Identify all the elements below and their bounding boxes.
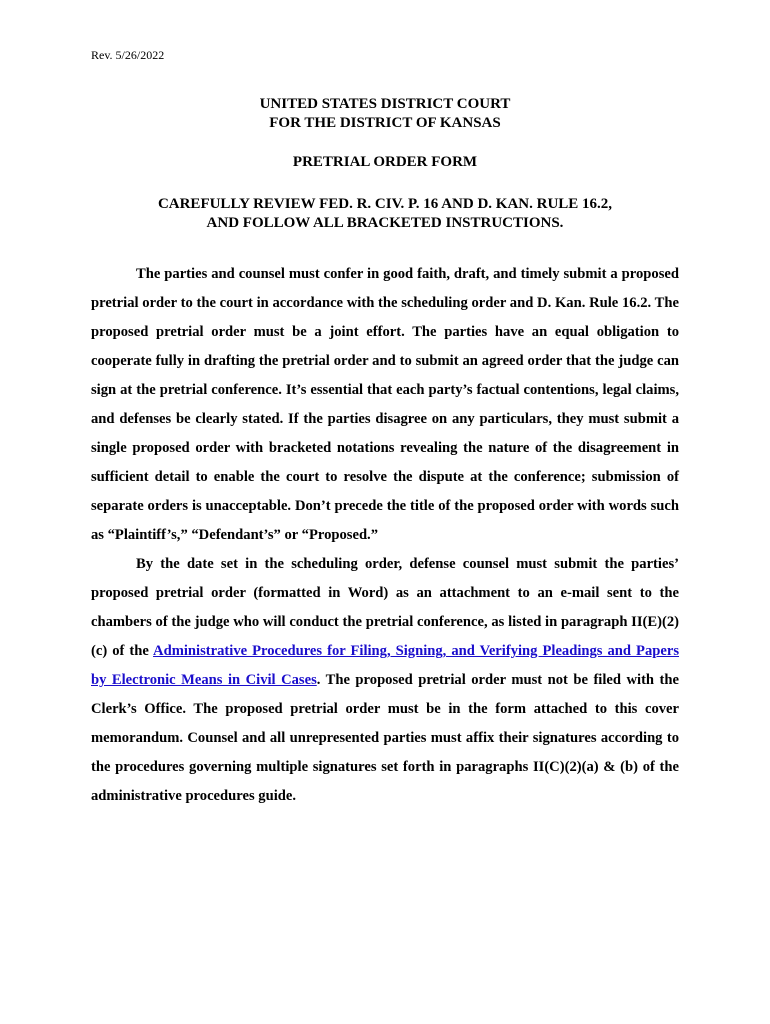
court-heading [0,95,770,133]
court-name: UNITED STATES DISTRICT COURT [259,96,511,112]
review-line-2: AND FOLLOW ALL BRACKETED INSTRUCTIONS. [206,215,564,231]
form-title: PRETRIAL ORDER FORM [292,154,478,170]
paragraph-submission-rest: . The proposed pretrial order must not be filed with the Clerk’s Office. The proposed pretrial order must be in the form attached to this cover memorandum. Counsel and all unrepresented parties must affix their signatures according to the procedures governing multiple signatures set forth in paragraphs II(C)(2)(a) & (b) of the administrative procedures guide. [91,672,679,804]
court-district: FOR THE DISTRICT OF KANSAS [269,115,501,131]
review-instructions [0,195,770,233]
paragraph-submission-text: By the date set in the scheduling order, defense counsel must submit the parties’ proposed pretrial order (formatted in Word) as an attachment to an e-mail sent to the chambers of the judge who will conduct the pretrial conference, as listed in paragraph II(E)(2)(c) of the [91,556,679,659]
paragraph-confer: The parties and counsel must confer in good faith, draft, and timely submit a proposed pretrial order to the court in accordance with the scheduling order and D. Kan. Rule 16.2. The proposed pretrial order must be a joint effort. The parties have an equal obligation to cooperate fully in drafting the pretrial order and to submit an agreed order that the judge can sign at the pretrial conference. It’s essential that each party’s factual contentions, legal claims, and defenses be clearly stated. If the parties disagree on any particulars, they must submit a single proposed order with bracketed notations revealing the nature of the disagreement in sufficient detail to enable the court to resolve the dispute at the conference; submission of separate orders is unacceptable. Don’t precede the title of the proposed order with words such as “Plaintiff’s,” “Defendant’s” or “Proposed.” [91,266,679,543]
review-line-1: CAREFULLY REVIEW FED. R. CIV. P. 16 AND D. KAN. RULE 16.2, [157,196,613,212]
revision-date: Rev. 5/26/2022 [91,48,165,62]
paragraph-submission [91,550,679,811]
admin-procedures-link[interactable]: Administrative Procedures for Filing, Signing, and Verifying Pleadings and Papers by Electronic Means in Civil Cases [91,643,679,688]
memo-body [91,260,679,811]
